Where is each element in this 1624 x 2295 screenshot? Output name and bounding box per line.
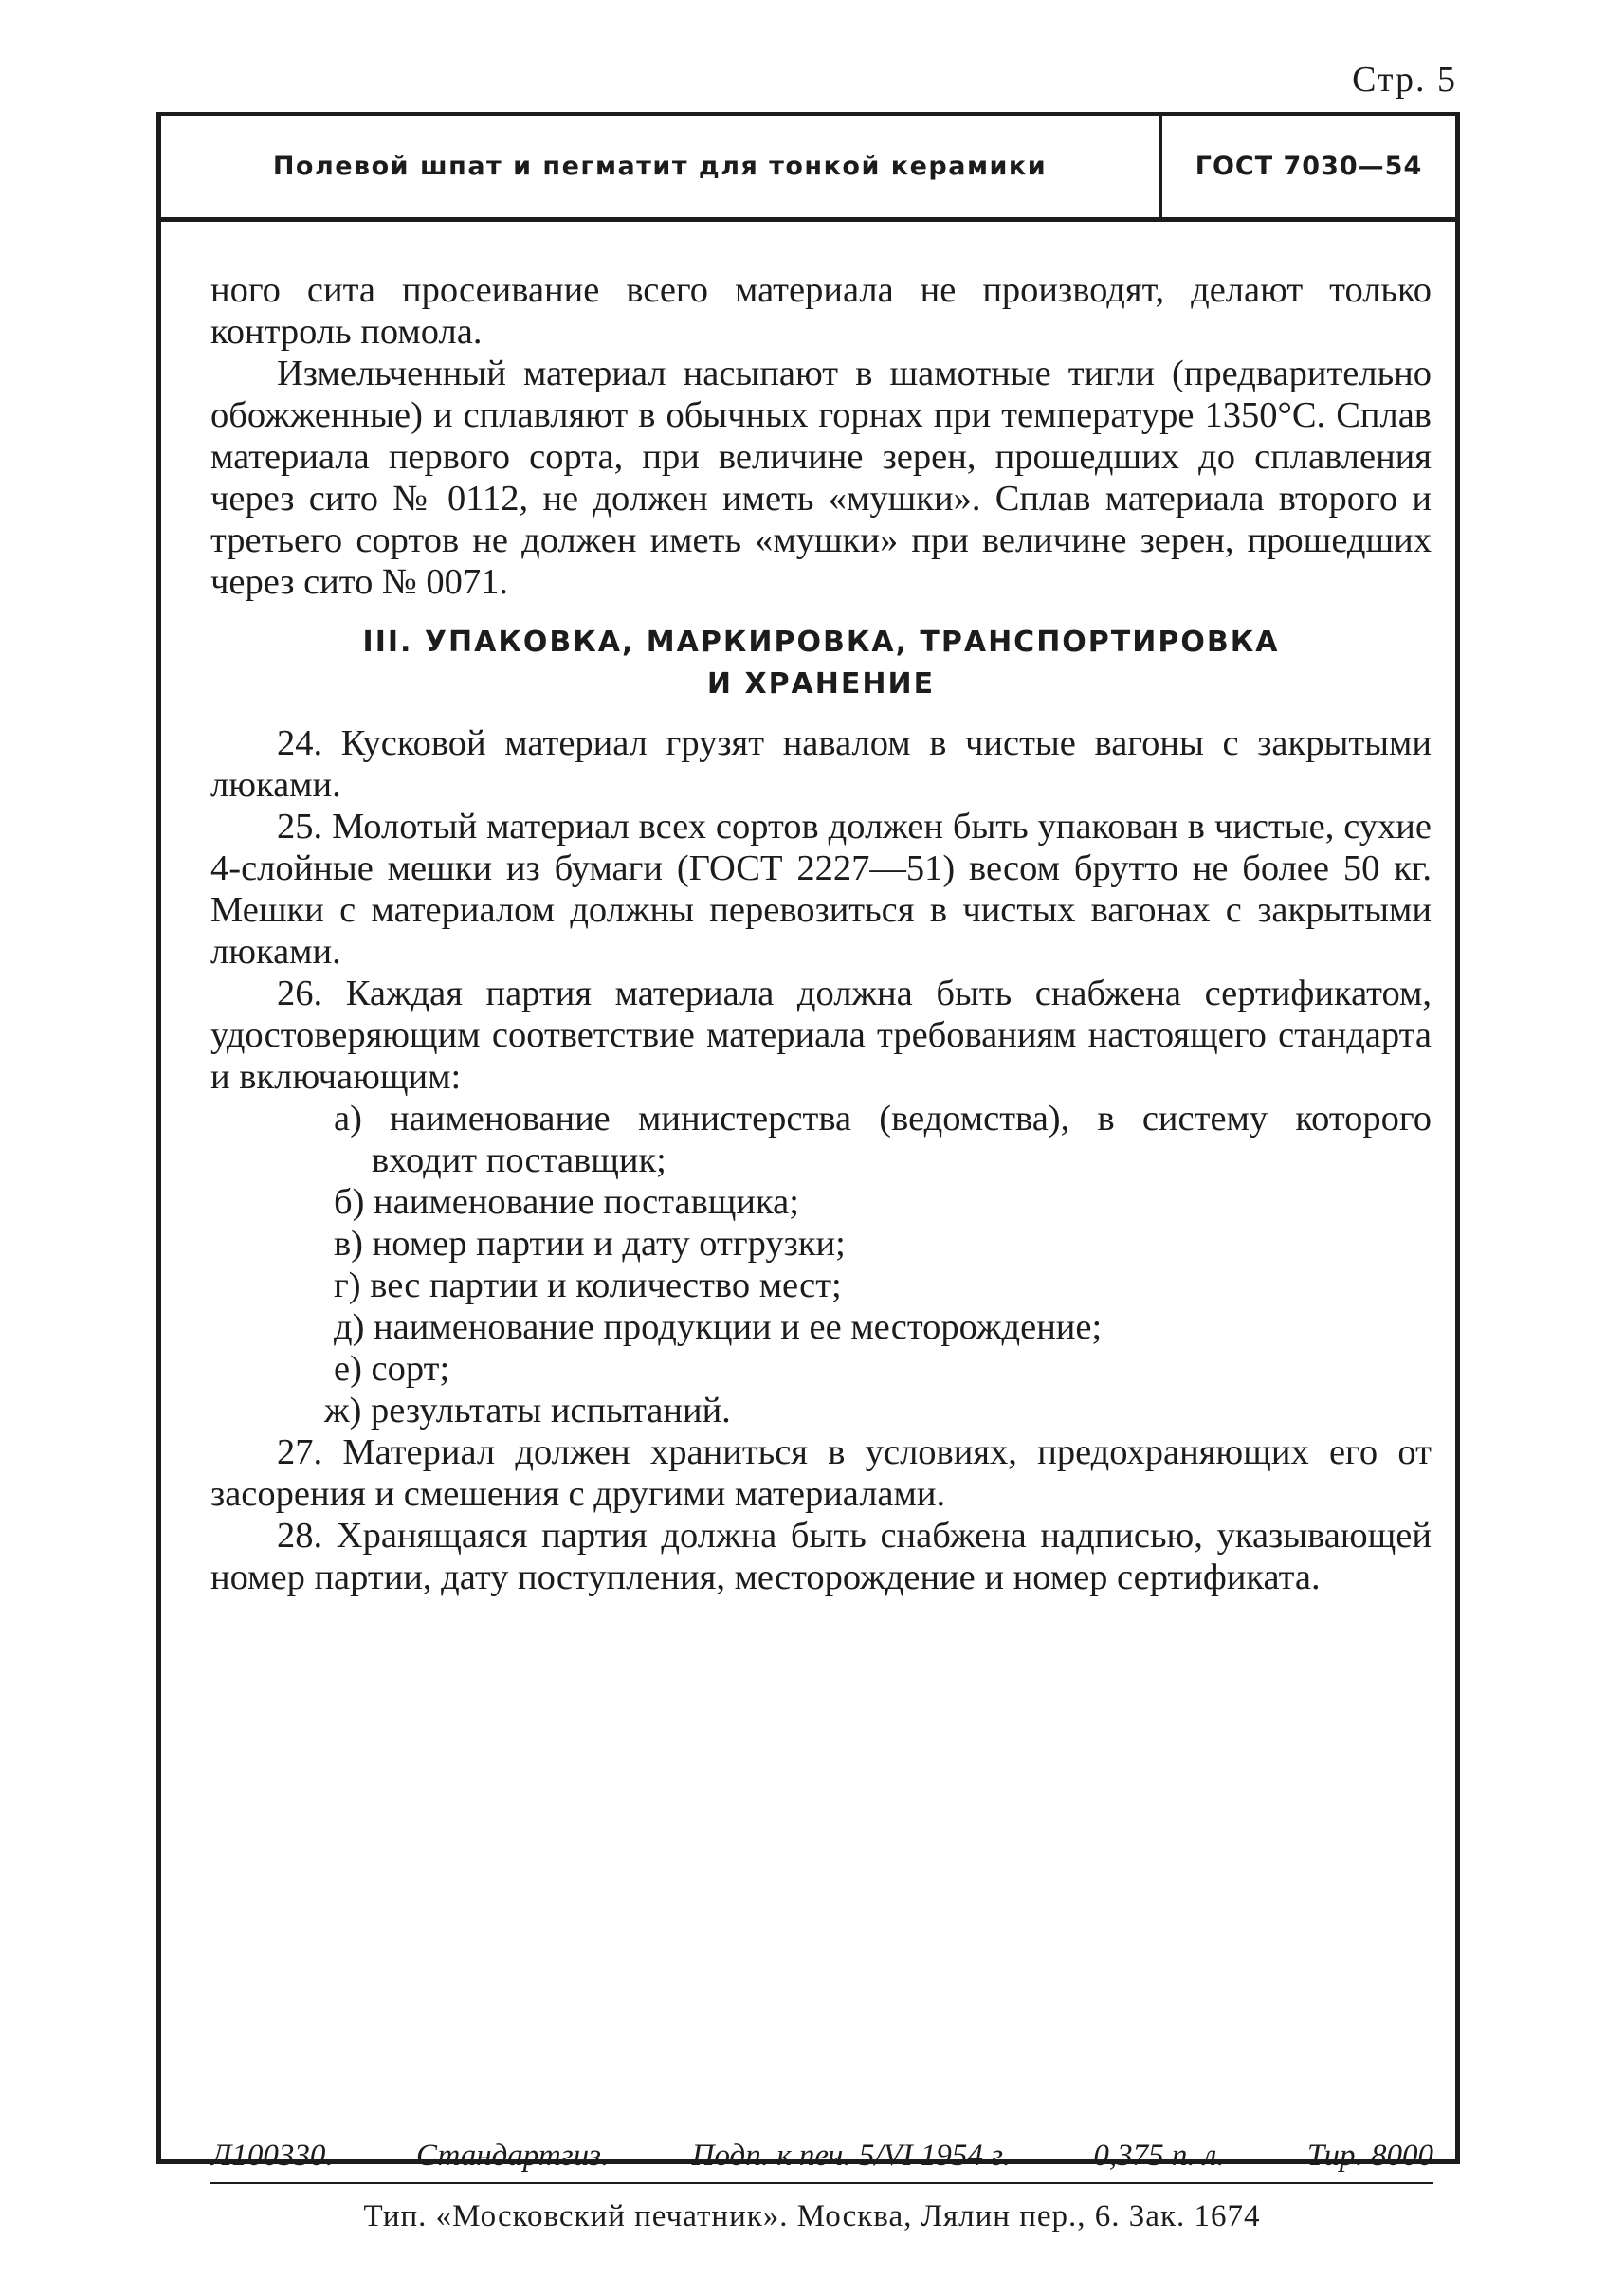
list-item: в) номер партии и дату отгрузки; — [334, 1224, 846, 1264]
section-heading — [210, 622, 1432, 705]
standard-code: ГОСТ 7030—54 — [1195, 152, 1423, 181]
list-item: е) сорт; — [334, 1349, 450, 1389]
publisher: Стандартгиз. — [416, 2139, 610, 2173]
footer-rule — [210, 2182, 1433, 2184]
list-item: б) наименование поставщика; — [334, 1182, 799, 1222]
paragraph-melting: Измельченный материал насыпают в шамотные тигли (предварительно обожженные) и сплавляют в обычных горнах при температуре 1350°С. Сплав материала первого сорта, при величине зерен, прошедших до сплавления через сито № 0112, не должен иметь «мушки». Сплав материала второго и третьего сортов не должен иметь «мушки» при величине зерен, прошедших через сито № 0071. — [210, 354, 1432, 602]
header-title: Полевой шпат и пегматит для тонкой керамики — [272, 152, 1048, 181]
header — [161, 116, 1455, 222]
footer-printer: Тип. «Московский печатник». Москва, Лялин пер., 6. Зак. 1674 — [363, 2199, 1261, 2233]
section-heading-line1: III. УПАКОВКА, МАРКИРОВКА, ТРАНСПОРТИРОВКА — [362, 626, 1280, 659]
imprint-code: Л100330. — [210, 2139, 334, 2173]
signed-to-print: Подп. к печ. 5/VI 1954 г. — [691, 2139, 1011, 2173]
list-item: ж) результаты испытаний. — [324, 1391, 731, 1430]
list-item: д) наименование продукции и ее месторождение; — [334, 1307, 1103, 1347]
clause-25: 25. Молотый материал всех сортов должен быть упакован в чистые, сухие 4-слойные мешки из бумаги (ГОСТ 2227—51) весом брутто не более 50 кг. Мешки с материалом должны перевозиться в чистых вагонах с закрытыми люками. — [210, 807, 1432, 972]
footer-imprint — [210, 2139, 1433, 2174]
list-item: г) вес партии и количество мест; — [334, 1266, 842, 1305]
circulation: Тир. 8000 — [1306, 2139, 1433, 2173]
certificate-contents-list — [210, 1098, 1432, 1431]
page-number: Стр. 5 — [1352, 60, 1457, 100]
list-item: а) наименование министерства (ведомства), в систему которого входит поставщик; — [334, 1099, 1432, 1180]
clause-27: 27. Материал должен храниться в условиях, предохраняющих его от засорения и смешения с другими материалами. — [210, 1432, 1432, 1514]
clause-26: 26. Каждая партия материала должна быть снабжена сертификатом, удостоверяющим соответствие материала требованиям настоящего стандарта и включающим: — [210, 974, 1432, 1097]
paragraph-continuation: ного сита просеивание всего материала не производят, делают только контроль помола. — [210, 270, 1432, 352]
clause-28: 28. Хранящаяся партия должна быть снабжена надписью, указывающей номер партии, дату поступления, месторождение и номер сертификата. — [210, 1516, 1432, 1597]
document-body — [210, 269, 1432, 1598]
section-heading-line2: И ХРАНЕНИЕ — [706, 667, 936, 701]
clause-24: 24. Кусковой материал грузят навалом в чистые вагоны с закрытыми люками. — [210, 723, 1432, 805]
print-volume: 0,375 п. л. — [1093, 2139, 1225, 2173]
